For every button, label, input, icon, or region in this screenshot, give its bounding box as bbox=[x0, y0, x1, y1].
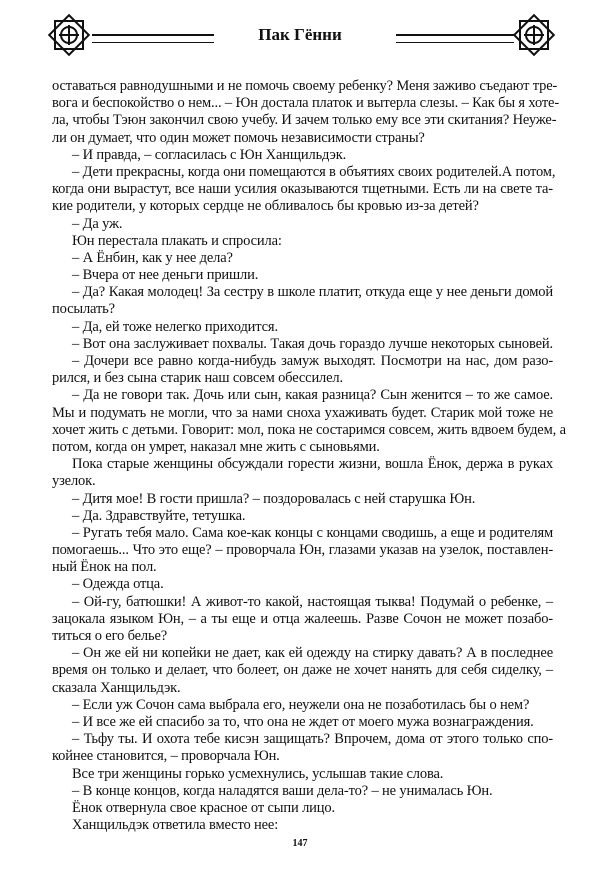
text-line: посылать? bbox=[52, 301, 115, 318]
text-line: – А Ёнбин, как у нее дела? bbox=[72, 249, 233, 266]
text-line: – Да не говори так. Дочь или сын, какая разница? Сын женится – то же самое. bbox=[72, 387, 553, 404]
text-line: вога и беспокойство о нем... – Юн достала платок и вытерла слезы. – Как бы я хоте- bbox=[52, 95, 560, 112]
text-line: хочет жить с детьми. Говорит: мол, пока не состаримся совсем, жить вдвоем будем, а bbox=[52, 421, 566, 438]
text-line: кие родители, у которых сердце не обливалось бы кровью из-за детей? bbox=[52, 198, 479, 215]
page-number: 147 bbox=[292, 838, 308, 849]
text-line: – И все же ей спасибо за то, что она не ждет от моего мужа вознаграждения. bbox=[72, 713, 534, 730]
text-line: – Дочери все равно когда-нибудь замуж выходят. Посмотри на нас, дом разо- bbox=[72, 353, 553, 369]
text-line: узелок. bbox=[52, 473, 96, 490]
text-line: – Ой-гу, батюшки! А живот-то какой, настоящая тыква! Подумай о ребенке, – bbox=[72, 593, 553, 610]
text-line: – Дитя мое! В гости пришла? – поздоровалась с ней старушка Юн. bbox=[72, 490, 476, 507]
text-line: помогаешь... Что это еще? – проворчала Юн, глазами указав на узелок, поставлен- bbox=[52, 542, 553, 559]
header-rule-right bbox=[396, 34, 514, 43]
text-line: – В конце концов, когда наладятся ваши дела-то? – не унималась Юн. bbox=[72, 782, 493, 799]
text-line: потом, когда он умрет, наказал мне жить с сыновьями. bbox=[52, 438, 380, 455]
text-line: рился, и без сына старик наш совсем обессилел. bbox=[52, 370, 343, 387]
text-line: Ханщильдэк ответила вместо нее: bbox=[72, 817, 279, 834]
text-line: Мы и подумать не могли, что за нами сноха ухаживать будет. Старик мой тоже не bbox=[52, 404, 553, 421]
text-line: время он только и делает, что болеет, он даже не хочет нанять для себя сиделку, – bbox=[52, 662, 553, 679]
text-line: – Дети прекрасны, когда они помещаются в объятиях своих родителей.А потом, bbox=[72, 163, 556, 180]
body-text bbox=[52, 78, 566, 834]
text-line: ли он думает, что один может помочь независимости страны? bbox=[52, 129, 425, 146]
text-line: – Вот она заслуживает похвалы. Такая дочь гораздо лучше некоторых сыновей. bbox=[72, 335, 553, 352]
page-header-title: Пак Гённи bbox=[258, 25, 342, 44]
text-line: – Одежда отца. bbox=[72, 576, 164, 593]
text-line: – Да, ей тоже нелегко приходится. bbox=[72, 318, 278, 335]
text-line: – Если уж Сочон сама выбрала его, неужели она не позаботилась бы о нем? bbox=[72, 696, 530, 713]
text-line: – Да? Какая молодец! За сестру в школе платит, откуда еще у нее деньги домой bbox=[72, 284, 553, 301]
text-line: койнее становится, – проворчала Юн. bbox=[52, 748, 280, 765]
text-line: сказала Ханщильдэк. bbox=[52, 679, 181, 696]
text-line: Все три женщины горько усмехнулись, услышав такие слова. bbox=[72, 765, 444, 782]
running-header bbox=[0, 12, 600, 62]
text-line: титься о его белье? bbox=[52, 628, 168, 644]
text-line: зацокала языком Юн, – а ты еще и отца жалеешь. Разве Сочон не может позабо- bbox=[52, 610, 553, 627]
text-line: – Вчера от нее деньги пришли. bbox=[72, 267, 259, 284]
text-line: – Да уж. bbox=[72, 215, 123, 232]
text-line: оставаться равнодушными и не помочь своему ребенку? Меня заживо съедают тре- bbox=[52, 78, 558, 94]
text-line: когда они вырастут, все наши усилия оказываются тщетными. Есть ли на свете та- bbox=[52, 181, 553, 198]
text-line: – Он же ей ни копейки не дает, как ей одежду на стирку давать? А в последнее bbox=[72, 645, 553, 662]
text-line: – Да. Здравствуйте, тетушка. bbox=[72, 507, 246, 524]
text-line: – Тьфу ты. И охота тебе кисэн защищать? Впрочем, дома от этого только спо- bbox=[72, 731, 553, 748]
text-line: Пока старые женщины обсуждали горести жизни, вошла Ёнок, держа в руках bbox=[72, 456, 553, 473]
text-line: ный Ёнок на пол. bbox=[52, 559, 157, 576]
text-line: – Ругать тебя мало. Сама кое-как концы с концами сводишь, а еще и родителям bbox=[72, 524, 553, 541]
text-line: Ёнок отвернула свое красное от сыпи лицо. bbox=[72, 799, 335, 816]
ornament-right-icon bbox=[511, 12, 557, 58]
text-line: Юн перестала плакать и спросила: bbox=[72, 232, 282, 249]
text-line: – И правда, – согласилась с Юн Ханщильдэк. bbox=[72, 146, 347, 163]
text-line: ла, чтобы Тэюн закончил свою учебу. И зачем только ему все эти скитания? Неуже- bbox=[52, 112, 557, 129]
